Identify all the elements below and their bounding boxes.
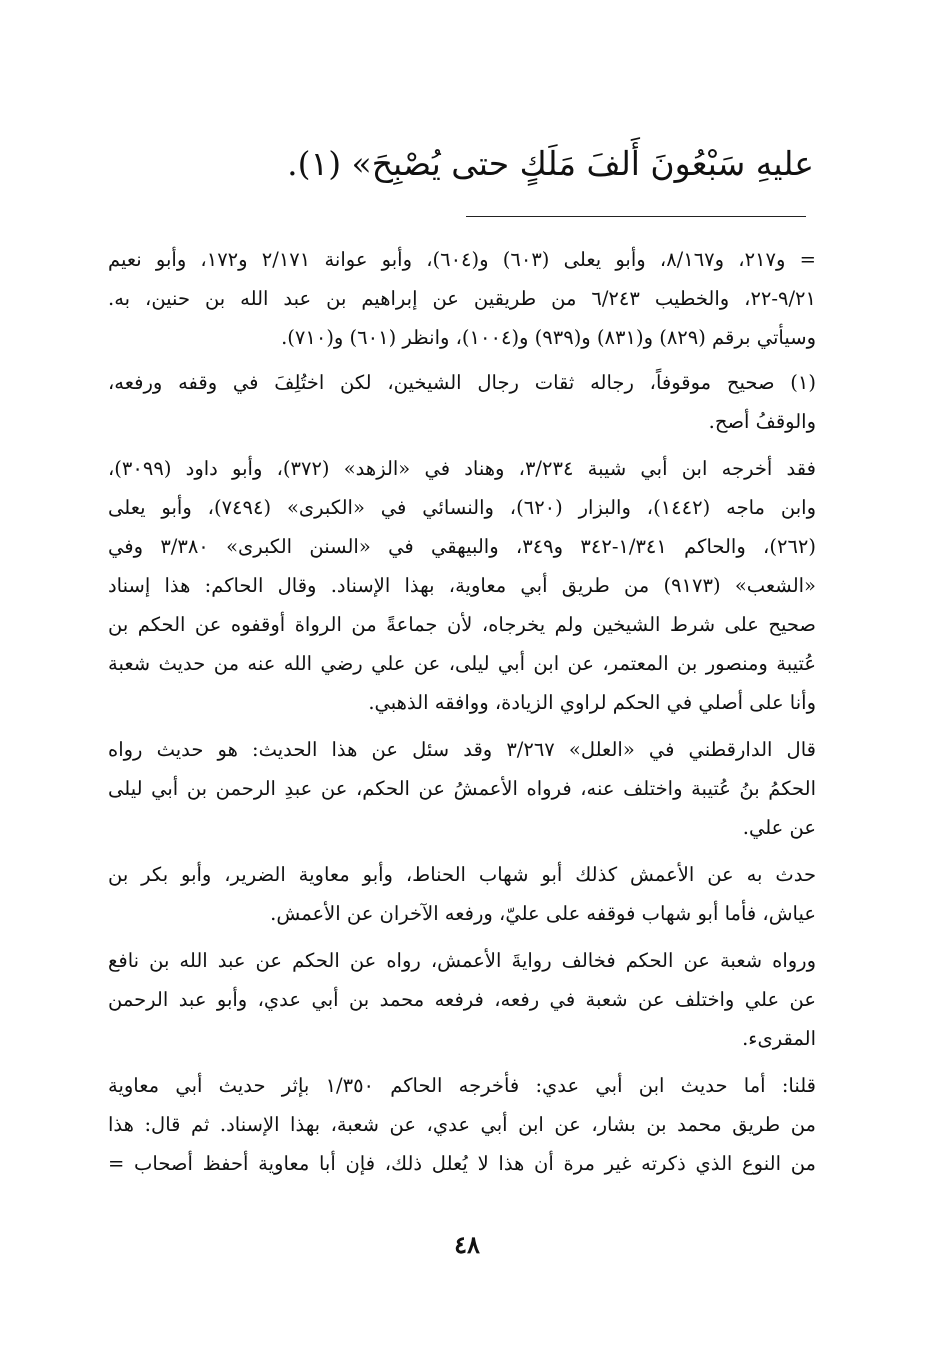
text-line: من النوع الذي ذكرته غير مرة أن هذا لا يُعلل ذلك، فإن أبا معاوية أحفظ أصحاب = xyxy=(108,1152,816,1175)
text-line: ورواه شعبة عن الحكم فخالف روايةَ الأعمش، رواه عن الحكم عن عبد الله بن نافع xyxy=(108,949,816,972)
footnotes xyxy=(108,240,816,1183)
text-line: فقد أخرجه ابن أبي شيبة ٣/٢٣٤، وهناد في «الزهد» (٣٧٢)، وأبو داود (٣٠٩٩)، xyxy=(108,457,816,480)
footnote-1 xyxy=(108,363,816,441)
text-line: حدث به عن الأعمش كذلك أبو شهاب الحناط، وأبو معاوية الضرير، وأبو بكر بن xyxy=(108,863,816,886)
text-line: «الشعب» (٩١٧٣) من طريق أبي معاوية، بهذا الإسناد. وقال الحاكم: هذا إسناد xyxy=(108,574,816,597)
text-line: عن علي. xyxy=(742,816,816,839)
text-line: (١) صحيح موقوفاً، رجاله ثقات رجال الشيخين، لكن اختُلِفَ في وقفه ورفعه، xyxy=(108,371,816,394)
qulna-paragraph xyxy=(108,1066,816,1183)
page-number: ٤٨ xyxy=(454,1230,480,1259)
text-line: ٩/٢١-٢٢، والخطيب ٦/٢٤٣ من طريقين عن إبراهيم بن عبد الله بن حنين، به. xyxy=(108,287,816,310)
text-line: قال الدارقطني في «العلل» ٣/٢٦٧ وقد سئل عن هذا الحديث: هو حديث رواه xyxy=(108,738,816,761)
main-text-line: عليهِ سَبْعُونَ أَلفَ مَلَكٍ حتى يُصْبِحَ» (١). xyxy=(287,144,814,183)
text-line: عياش، فأما أبو شهاب فوقفه على عليّ، ورفعه الآخران عن الأعمش. xyxy=(270,902,816,925)
text-line: وأنا على أصلي في الحكم لراوي الزيادة، ووافقه الذهبي. xyxy=(368,691,816,714)
text-line: المقرىء. xyxy=(742,1027,816,1050)
daraqutni-paragraph xyxy=(108,730,816,847)
footnote-continued xyxy=(108,240,816,357)
footnote-divider xyxy=(466,216,806,217)
text-line: الحكمُ بنُ عُتيبة واختلف عنه، فرواه الأعمشُ عن الحكم، عن عبدِ الرحمن بن أبي ليلى xyxy=(108,777,816,800)
text-line: وابن ماجه (١٤٤٢)، والبزار (٦٢٠)، والنسائي في «الكبرى» (٧٤٩٤)، وأبو يعلى xyxy=(108,496,817,519)
text-line: وسيأتي برقم (٨٢٩) و(٨٣١) و(٩٣٩) و(١٠٠٤)، وانظر (٦٠١) و(٧١٠). xyxy=(281,326,816,349)
rawahu-paragraph xyxy=(108,941,816,1058)
text-line: عُتيبة ومنصور بن المعتمر، عن ابن أبي ليلى، عن علي رضي الله عنه من حديث شعبة xyxy=(108,652,816,675)
hadath-paragraph xyxy=(108,855,816,933)
text-line: (٢٦٢)، والحاكم ١/٣٤١-٣٤٢ و٣٤٩، والبيهقي في «السنن الكبرى» ٣/٣٨٠ وفي xyxy=(108,535,816,558)
text-line: من طريق محمد بن بشار، عن ابن أبي عدي، عن شعبة، بهذا الإسناد. ثم قال: هذا xyxy=(108,1113,816,1136)
text-line: صحيح على شرط الشيخين ولم يخرجاه، لأن جماعةً من الرواة أوقفوه عن الحكم بن xyxy=(108,613,816,636)
text-line: = و٢١٧، و٨/١٦٧، وأبو يعلى (٦٠٣) و(٦٠٤)، وأبو عوانة ٢/١٧١ و١٧٢، وأبو نعيم xyxy=(108,248,816,271)
text-line: والوقفُ أصح. xyxy=(708,410,816,433)
text-line: قلنا: أما حديث ابن أبي عدي: فأخرجه الحاكم ١/٣٥٠ بإثر حديث أبي معاوية xyxy=(108,1074,816,1097)
text-line: عن علي واختلف عن شعبة في رفعه، فرفعه محمد بن أبي عدي، وأبو عبد الرحمن xyxy=(108,988,816,1011)
takhrij-paragraph xyxy=(108,449,816,722)
